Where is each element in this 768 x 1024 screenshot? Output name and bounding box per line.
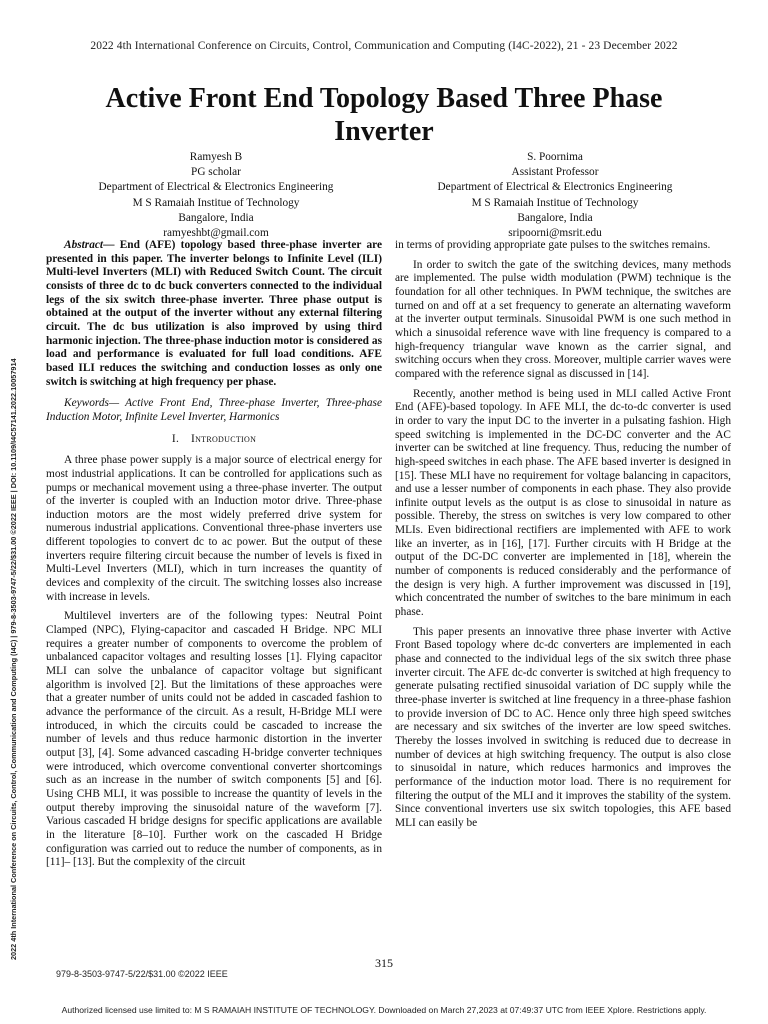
paragraph: In order to switch the gate of the switching devices, many methods are implemented. The pulse width modulation (PWM) technique is the foundation for all other techniques. In PWM technique, the switches are turned on and off at a set frequency to generate an alternating waveform at the inverter output terminals. Sinusoidal PWM is one such method in which a sinusoidal reference wave with line frequency is compared to a high-frequency triangular wave known as the carrier signal, and switching occurs when they cross. Moreover, multiple carrier waves were compared with the reference signal as discussed in [14]. [395, 258, 731, 380]
license-line: Authorized licensed use limited to: M S RAMAIAH INSTITUTE OF TECHNOLOGY. Downloaded on March 27,2023 at 07:49:37 UTC from IEEE Xplore. Restrictions apply. [61, 1005, 707, 1015]
keywords: Keywords— Active Front End, Three-phase Inverter, Three-phase Induction Motor, Infinite Level Inverter, Harmonics [46, 397, 382, 423]
doi-sidebar [7, 240, 21, 960]
author-role: PG scholar [191, 166, 241, 179]
author-role: Assistant Professor [511, 166, 599, 179]
abstract-lead: Abstract [64, 239, 104, 251]
right-column [395, 239, 731, 831]
paragraph: Recently, another method is being used in MLI called Active Front End (AFE)-based topology. In AFE MLI, the dc-to-dc converter is used in order to vary the input DC to the inverter in a pulsating fashion. High speed switching is implemented in the DC-DC converter and the AC inverter can be switched at line frequency. Thus, reducing the number of high-speed switches in each phase. The AFE based inverter is designed in [15]. These MLI have no requirement for voltage balancing in capacitors, and use a lesser number of components in each phase. They also provide infinite output levels as the output is as close to sinusoidal in nature as possible. Thereby, the stress on switches is very low compared to other MLIs. Even bidirectional rectifiers are implemented with AFE to work like an inverter, as in [16], [17]. Further circuits with H Bridge at the output of the DC-DC converter are implemented in [18], wherein the number of components is reduced considerably and the performance of the design is very high. A further improvement was discussed in [19], which concentrated the number of switches to the bare minimum in each phase. [395, 387, 731, 619]
author-institute: M S Ramaiah Institue of Technology [471, 196, 639, 209]
left-column [46, 239, 382, 870]
author-institute: M S Ramaiah Institue of Technology [132, 196, 300, 209]
author-department: Department of Electrical & Electronics Engineering [437, 181, 673, 194]
abstract [46, 239, 382, 389]
isbn-line: 979-8-3503-9747-5/22/$31.00 ©2022 IEEE [56, 969, 228, 979]
author-block-1 [46, 150, 386, 241]
page-number: 315 [375, 956, 393, 970]
paragraph: in terms of providing appropriate gate pulses to the switches remains. [395, 239, 711, 251]
author-name: S. Poornima [527, 151, 583, 163]
author-location: Bangalore, India [178, 211, 254, 224]
author-department: Department of Electrical & Electronics Engineering [98, 181, 334, 194]
author-name: Ramyesh B [189, 151, 243, 163]
author-email: ramyeshbt@gmail.com [163, 227, 269, 240]
paper-title: Active Front End Topology Based Three Phase Inverter [105, 83, 663, 147]
section-heading-introduction: I. Introduction [171, 432, 257, 445]
conference-header: 2022 4th International Conference on Circuits, Control, Communication and Computing (I4C-2022), 21 - 23 December 2022 [90, 40, 678, 52]
author-location: Bangalore, India [517, 211, 593, 224]
doi-sidebar-text: 2022 4th International Conference on Circuits, Control, Communication and Computing (I4C) | 979-8-3503-9747-5/22/$31.00 ©2022 IEEE | DOI: 10.1109/I4C57141.2022.10057914 [9, 358, 18, 960]
paragraph: This paper presents an innovative three phase inverter with Active Front Based topology where dc-dc converters are implemented in each phase and connected to the individual legs of the six switch three phase inverter circuit. The AFE dc-dc converter is switched at high frequency to generate pulsating rectified sinusoidal variation of DC supply while the three-phase inverter is switched at line frequency in a three-phase fashion to provide inversion of DC to AC. Hence only three high speed switches are necessary and six switches of the inverter are low speed switches. Thereby the losses involved in switching is reduced due to decrease in number of devices at high switching frequency. The output is also close to sinusoidal in nature, which reduces harmonics and improves the performance of the induction motor load. There is no requirement for filtering the output of the MLI and it improves the stability of the system. Since conventional inverters use six switch topologies, this AFE based MLI can easily be [395, 625, 731, 829]
paragraph: A three phase power supply is a major source of electrical energy for most industrial applications. It can be controlled for applications such as pumps or mechanical movement using a three-phase inverter. The output of the inverter is coupled with an Induction motor drive. Three-phase induction motors are the most widely preferred drive system for numerous industrial applications. Conventional three-phase inverters use different topologies to convert dc to ac power. But the output of these inverters require filtering circuit because the number of levels is fixed in Multi-Level Inverters (MLI), which in turn increases the quantity of devices and complexity of the circuit. The switching losses also increase with increase in levels. [46, 454, 382, 603]
abstract-text: — End (AFE) topology based three-phase inverter are presented in this paper. The inverter belongs to Infinite Level (ILI) Multi-level Inverters (MLI) with Reduced Switch Count. The circuit consists of three dc to dc buck converters connected to the individual legs of the six switch three-phase inverter. Three phase output is obtained at the output of the inverter without any external filtering circuit. The dc bus utilization is also improved by using third harmonic injection. The three-phase induction motor is considered as load and performance is evaluated for full load conditions. AFE based ILI reduces the switching and conduction losses as only one switch is switching at high frequency per phase. [46, 239, 382, 388]
paragraph: Multilevel inverters are of the following types: Neutral Point Clamped (NPC), Flying-capacitor and cascaded H Bridge. NPC MLI requires a greater number of components to overcome the problem of unbalanced capacitor voltages and resulting losses [1]. Flying capacitor MLI can solve the unbalance of capacitor voltage but significant algorithm is involved [2]. But the limitations of these approaches were that a greater number of units could not be added in cascaded fashion to advance the performance of the circuit. As a result, H-Bridge MLI were introduced, in which the circuits could be cascaded to increase the number of levels and thus reduce harmonic distortion in the inverter output [3], [4]. Some advanced cascading H-bridge converter techniques were introduced, which overcome conventional converter shortcomings such as an increase in the number of switch components [5] and [6]. Using CHB MLI, it was possible to increase the quantity of levels in the output thereby improving the sinusoidal nature of the waveform [7]. Various cascaded H bridge designs for specific applications are available in the literature [8–10]. Further work on the cascaded H Bridge configuration was carried out to reduce the number of components, as in [11]– [13]. But the complexity of the circuit [46, 610, 382, 869]
author-email: sripoorni@msrit.edu [508, 227, 602, 240]
author-block-2 [385, 150, 725, 241]
